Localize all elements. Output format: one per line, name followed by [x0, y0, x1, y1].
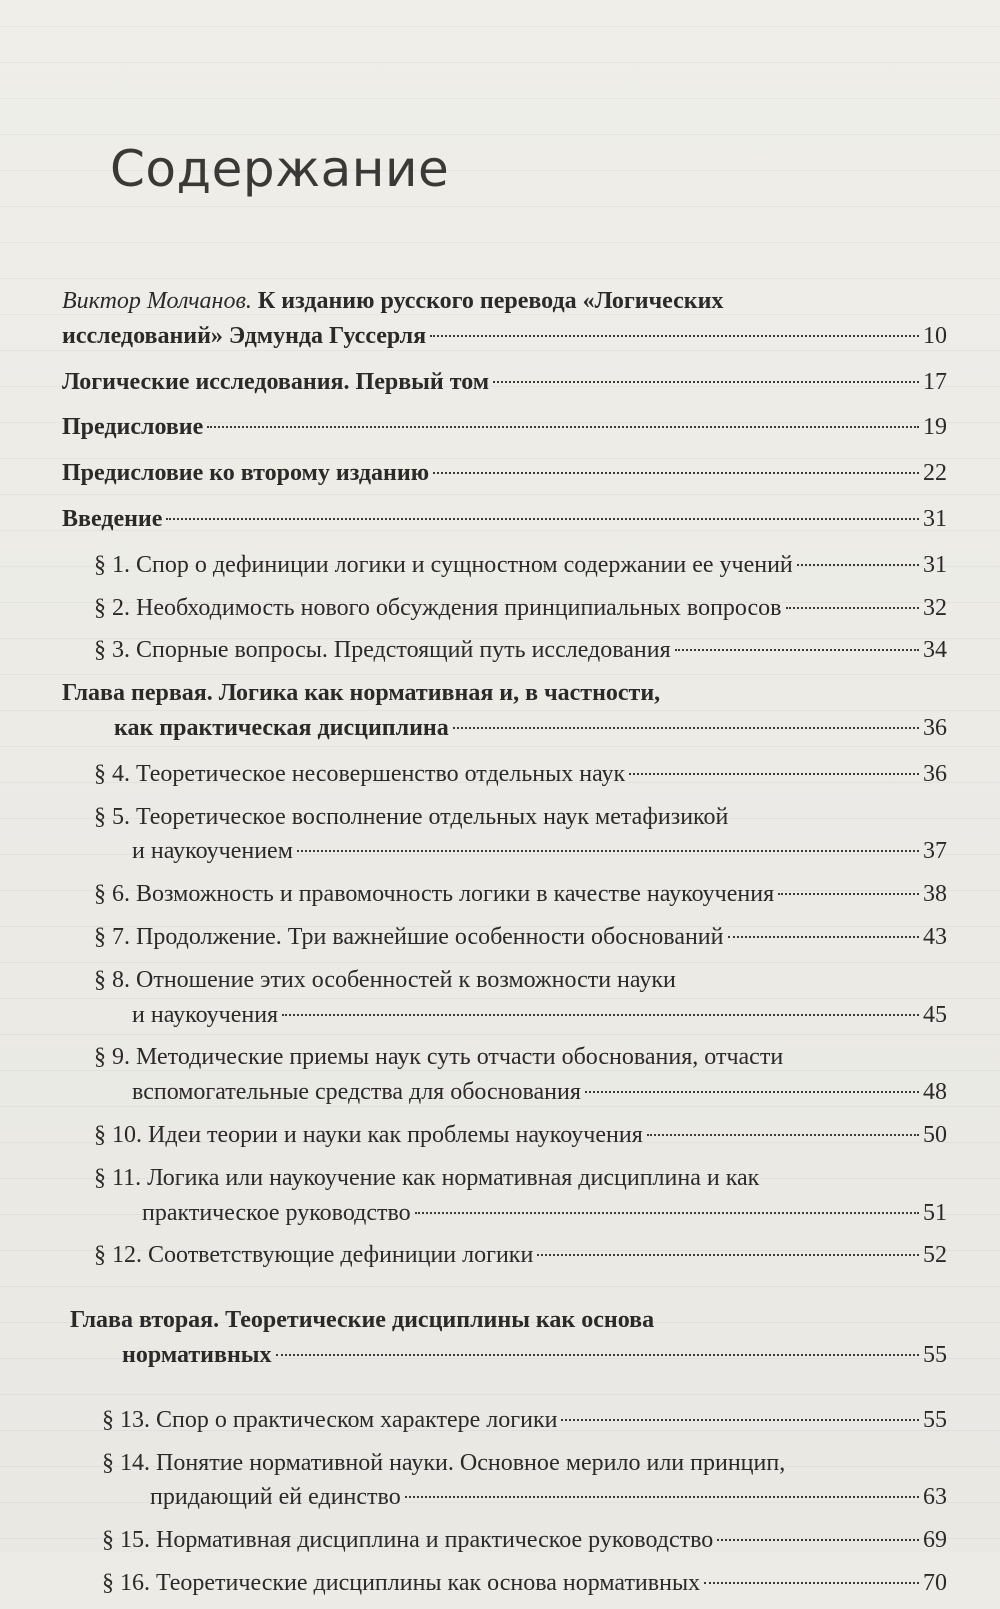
toc-entry-first-volume [62, 365, 947, 400]
entry-page-number: 32 [923, 594, 947, 621]
entry-title: § 16. Теоретические дисциплины как основа нормативных [102, 1569, 701, 1596]
toc-entry-section-4 [62, 757, 947, 792]
entry-title: § 4. Теоретическое несовершенство отдельных наук [94, 760, 626, 787]
dot-leader [282, 1014, 919, 1016]
toc-entry-section-13 [62, 1403, 947, 1438]
toc-entry-section-2 [62, 591, 947, 626]
toc-entry-section-12 [62, 1238, 947, 1273]
entry-page-number: 31 [923, 551, 947, 578]
toc-entry-preface-second-edition [62, 456, 947, 491]
dot-leader [585, 1091, 919, 1093]
toc-entry-chapter-2 [62, 1303, 947, 1373]
entry-title-line1: § 8. Отношение этих особенностей к возможности науки [94, 966, 676, 993]
dot-leader [647, 1134, 919, 1136]
entry-author: Виктор Молчанов. [62, 288, 252, 314]
entry-page-number: 43 [923, 923, 947, 950]
entry-page-number: 50 [923, 1121, 947, 1148]
entry-title: Предисловие ко второму изданию [62, 460, 430, 487]
toc-entry-section-8 [62, 963, 947, 1033]
entry-page-number: 22 [923, 460, 947, 487]
entry-page-number: 36 [923, 760, 947, 787]
toc-entry-section-11 [62, 1161, 947, 1231]
toc-entry-section-7 [62, 920, 947, 955]
entry-title-line1: Глава первая. Логика как нормативная и, в частности, [62, 680, 661, 707]
entry-title-line2: вспомогательные средства для обоснования [132, 1079, 581, 1106]
dot-leader [728, 936, 920, 938]
dot-leader [561, 1419, 919, 1421]
entry-title: Предисловие [62, 414, 204, 441]
page-title: Содержание [110, 140, 450, 198]
entry-page-number: 37 [923, 838, 947, 865]
table-of-contents [62, 284, 947, 1609]
entry-page-number: 36 [923, 714, 947, 741]
dot-leader [453, 727, 919, 729]
entry-title-line2: исследований» Эдмунда Гуссерля [62, 322, 427, 349]
entry-page-number: 38 [923, 881, 947, 908]
toc-entry-preface [62, 410, 947, 445]
entry-page-number: 48 [923, 1079, 947, 1106]
dot-leader [704, 1582, 919, 1584]
dot-leader [717, 1539, 919, 1541]
entry-title-line1: К изданию русского перевода «Логических [251, 288, 724, 314]
entry-page-number: 63 [923, 1484, 947, 1511]
entry-title: Логические исследования. Первый том [62, 368, 490, 395]
entry-title: § 3. Спорные вопросы. Предстоящий путь исследования [94, 637, 671, 664]
entry-page-number: 10 [923, 322, 947, 349]
toc-entry-section-3 [62, 633, 947, 668]
entry-page-number: 34 [923, 637, 947, 664]
dot-leader [629, 773, 919, 775]
toc-entry-section-9 [62, 1040, 947, 1110]
toc-entry-section-16 [62, 1566, 947, 1601]
entry-title-line1: Глава вторая. Теоретические дисциплины как основа [70, 1307, 655, 1334]
toc-entry-preface-translation [62, 284, 947, 354]
toc-entry-section-15 [62, 1523, 947, 1558]
dot-leader [675, 649, 919, 651]
entry-page-number: 45 [923, 1001, 947, 1028]
dot-leader [778, 893, 919, 895]
dot-leader [786, 607, 919, 609]
entry-title-line2: как практическая дисциплина [114, 714, 449, 741]
entry-title: § 1. Спор о дефиниции логики и сущностном содержании ее учений [94, 551, 793, 578]
entry-title-line2: нормативных [122, 1341, 272, 1368]
entry-page-number: 69 [923, 1527, 947, 1554]
toc-entry-introduction [62, 502, 947, 537]
entry-page-number: 55 [923, 1341, 947, 1368]
dot-leader [276, 1354, 919, 1356]
entry-page-number: 55 [923, 1406, 947, 1433]
entry-title: § 12. Соответствующие дефиниции логики [94, 1242, 534, 1269]
entry-title-line1: § 11. Логика или наукоучение как нормативная дисциплина и как [94, 1164, 760, 1191]
entry-page-number: 31 [923, 505, 947, 532]
dot-leader [797, 564, 919, 566]
dot-leader [433, 472, 919, 474]
toc-entry-section-5 [62, 800, 947, 870]
entry-title: § 13. Спор о практическом характере логики [102, 1406, 558, 1433]
entry-title-line2: практическое руководство [142, 1199, 411, 1226]
dot-leader [430, 335, 919, 337]
entry-title-line1: § 5. Теоретическое восполнение отдельных наук метафизикой [94, 803, 729, 830]
dot-leader [207, 426, 919, 428]
entry-page-number: 52 [923, 1242, 947, 1269]
entry-title-line2: придающий ей единство [150, 1484, 401, 1511]
entry-title-line2: и наукоучения [132, 1001, 279, 1028]
entry-title-line1: § 9. Методические приемы наук суть отчасти обоснования, отчасти [94, 1044, 784, 1071]
entry-title-line1: § 14. Понятие нормативной науки. Основное мерило или принцип, [102, 1449, 786, 1476]
toc-entry-section-6 [62, 877, 947, 912]
toc-entry-section-1 [62, 548, 947, 583]
entry-title: Введение [62, 505, 163, 532]
dot-leader [493, 381, 919, 383]
dot-leader [166, 518, 919, 520]
dot-leader [405, 1496, 919, 1498]
entry-page-number: 70 [923, 1569, 947, 1596]
dot-leader [415, 1212, 919, 1214]
entry-title: § 6. Возможность и правомочность логики в качестве наукоучения [94, 881, 775, 908]
entry-title-line2: и наукоучением [132, 838, 293, 865]
toc-entry-section-10 [62, 1118, 947, 1153]
entry-title: § 7. Продолжение. Три важнейшие особенности обоснований [94, 923, 724, 950]
entry-title: § 15. Нормативная дисциплина и практическое руководство [102, 1527, 714, 1554]
entry-title: § 2. Необходимость нового обсуждения принципиальных вопросов [94, 594, 782, 621]
dot-leader [297, 850, 919, 852]
dot-leader [537, 1254, 919, 1256]
entry-title: § 10. Идеи теории и науки как проблемы наукоучения [94, 1121, 643, 1148]
entry-page-number: 19 [923, 414, 947, 441]
toc-entry-chapter-1 [62, 676, 947, 746]
toc-entry-section-14 [62, 1446, 947, 1516]
entry-page-number: 51 [923, 1199, 947, 1226]
entry-page-number: 17 [923, 368, 947, 395]
